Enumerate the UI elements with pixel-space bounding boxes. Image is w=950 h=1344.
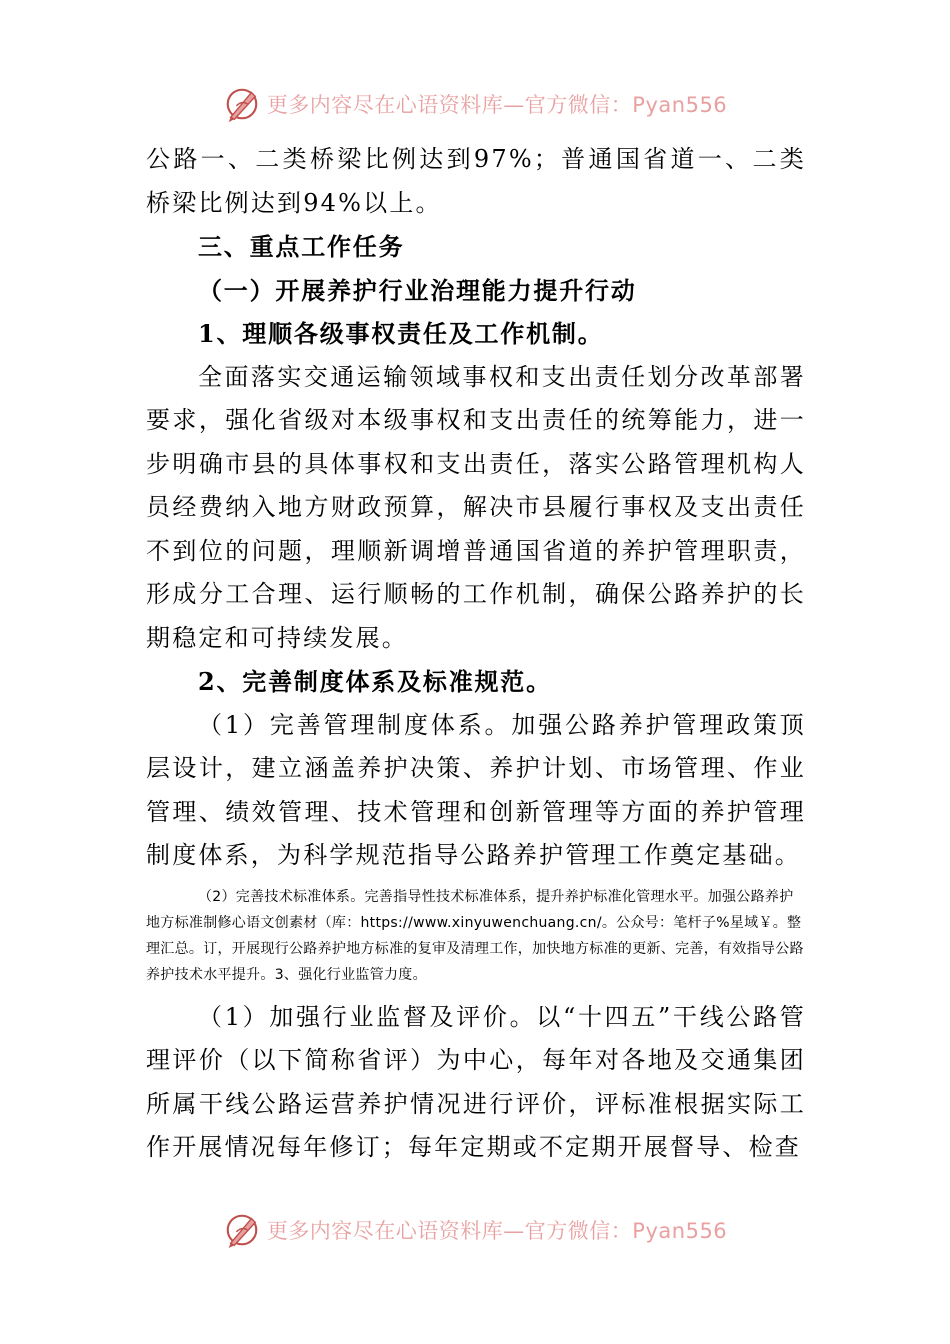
heading-governance-action: （一）开展养护行业治理能力提升行动 (198, 275, 637, 305)
paragraph-management-system: （1）完善管理制度体系。加强公路养护管理政策顶层设计，建立涵盖养护决策、养护计划、市场管理、作业管理、绩效管理、技术管理和创新管理等方面的养护管理制度体系，为科学规范指导公路养护管理工作奠定基础。 (146, 710, 806, 869)
paragraph-supervision: （1）加强行业监督及评价。以“十四五”干线公路管理评价（以下简称省评）为中心，每年对各地及交通集团所属干线公路运营养护情况进行评价，评标准根据实际工作开展情况每年修订；每年定期或不定期开展督导、检查 (146, 1002, 806, 1161)
watermark-text: 更多内容尽在心语资料库—官方微信：Pyan556 (266, 1219, 728, 1243)
paragraph-responsibility: 全面落实交通运输领域事权和支出责任划分改革部署要求，强化省级对本级事权和支出责任的统筹能力，进一步明确市县的具体事权和支出责任，落实公路管理机构人员经费纳入地方财政预算，解决市县履行事权及支出责任不到位的问题，理顺新调增普通国省道的养护管理职责，形成分工合理、运行顺畅的工作机制，确保公路养护的长期稳定和可持续发展。 (146, 362, 806, 652)
heading-responsibility: 1、理顺各级事权责任及工作机制。 (198, 319, 604, 348)
pen-logo-icon (223, 1211, 261, 1249)
paragraph-bridge-ratio: 公路一、二类桥梁比例达到97%；普通国省道一、二类桥梁比例达到94%以上。 (146, 145, 806, 217)
paragraph-technical-standards: （2）完善技术标准体系。完善指导性技术标准体系，提升养护标准化管理水平。加强公路养护地方标准制修心语文创素材（库：https://www.xinyuwenchuang.cn/。公众号：笔杆子%星域￥。整理汇总。订，开展现行公路养护地方标准的复审及清理工作，加快地方标准的更新、完善，有效指导公路养护技术水平提升。3、强化行业监管力度。 (146, 888, 804, 983)
pen-logo-icon (223, 85, 261, 123)
watermark-banner-top (0, 82, 950, 126)
watermark-text: 更多内容尽在心语资料库—官方微信：Pyan556 (266, 93, 728, 117)
heading-key-tasks: 三、重点工作任务 (198, 232, 405, 261)
document-body (146, 138, 806, 1170)
heading-standards: 2、完善制度体系及标准规范。 (198, 667, 552, 696)
watermark-banner-bottom (0, 1208, 950, 1252)
